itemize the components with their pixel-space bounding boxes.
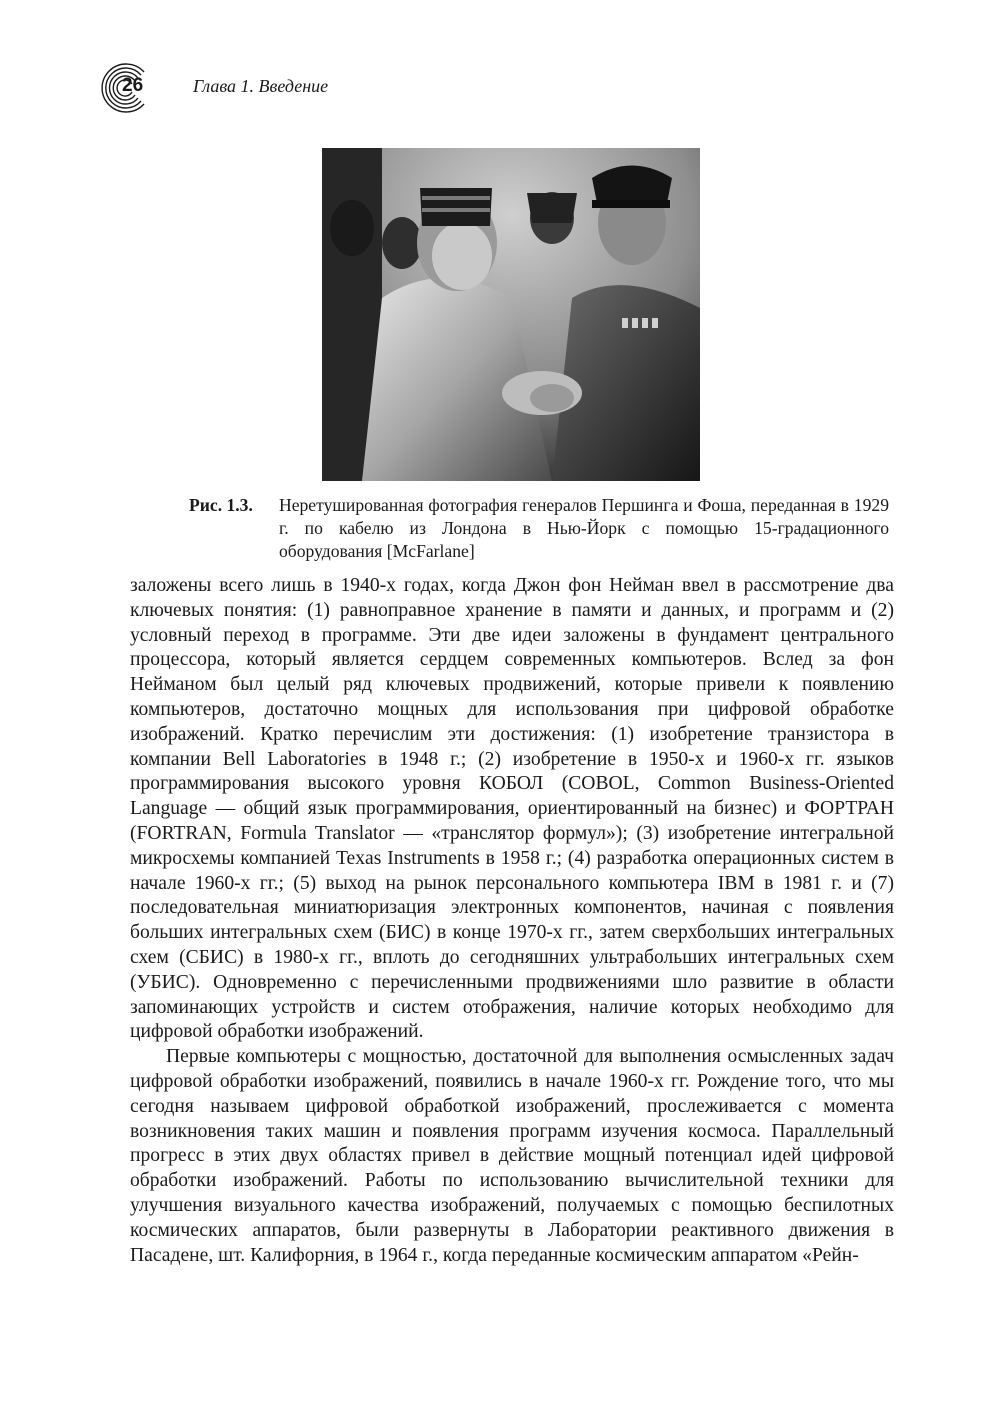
figure-label: Рис. 1.3. — [189, 495, 253, 515]
paragraph: Первые компьютеры с мощностью, достаточной для выполнения осмысленных задач цифровой обработки изображений, появились в начале 1960-х гг. Рождение того, что мы сегодня называем цифровой обработкой изображений, прослеживается с момента возникновения таких машин и появления программ изучения космоса. Параллельный прогресс в этих двух областях привел в действие мощный потенциал идей цифровой обработки изображений. Работы по использованию вычислительной техники для улучшения визуального качества изображений, получаемых с помощью беспилотных космических аппаратов, были развернуты в Лаборатории реактивного движения в Пасадене, шт. Калифорния, в 1964 г., когда переданные космическим аппаратом «Рейн- — [130, 1046, 894, 1266]
figure-caption-text: Неретушированная фотография генералов Першинга и Фоша, переданная в 1929 г. по кабелю из Лондона в Нью-Йорк с помощью 15-градационного оборудования [McFarlane] — [279, 495, 889, 561]
page-header — [100, 62, 500, 112]
paragraph: заложены всего лишь в 1940-х годах, когда Джон фон Нейман ввел в рассмотрение два ключевых понятия: (1) равноправное хранение в памяти и данных, и программ и (2) условный переход в программе. Эти две идеи заложены в фундамент центрального процессора, который является сердцем современных компьютеров. Вслед за фон Нейманом был целый ряд ключевых продвижений, которые привели к появлению компьютеров, достаточно мощных для использования при цифровой обработке изображений. Кратко перечислим эти достижения: (1) изобретение транзистора в компании Bell Laboratories в 1948 г.; (2) изобретение в 1950-х и 1960-х гг. языков программирования высокого уровня КОБОЛ (COBOL, Common Business-Oriented Language — общий язык программирования, ориентированный на бизнес) и ФОРТРАН (FORTRAN, Formula Translator — «транслятор формул»); (3) изобретение интегральной микросхемы компанией Texas Instruments в 1958 г.; (4) разработка операционных систем в начале 1960-х гг.; (5) выход на рынок персонального компьютера IBM в 1981 г. и (7) последовательная миниатюризация электронных компонентов, начиная с появления больших интегральных схем (БИС) в конце 1970-х гг., затем сверхбольших интегральных схем (СБИС) в 1980-х гг., вплоть до сегодняшних ультрабольших интегральных схем (УБИС). Одновременно с перечисленными продвижениями шло развитие в области запоминающих устройств и систем отображения, наличие которых необходимо для цифровой обработки изображений. — [130, 575, 894, 1043]
body-text — [130, 574, 894, 1268]
figure-photo — [322, 148, 700, 481]
chapter-title: Глава 1. Введение — [193, 76, 329, 96]
page-number: 26 — [122, 75, 144, 96]
